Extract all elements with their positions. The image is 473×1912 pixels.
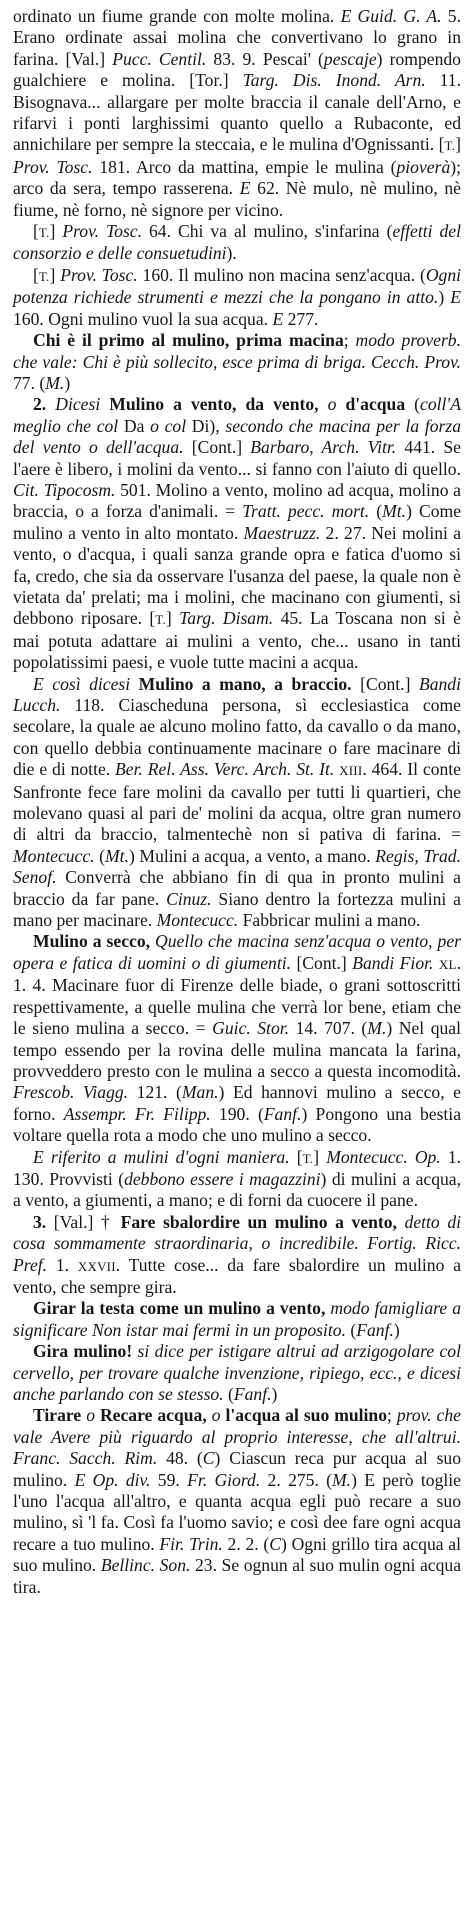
entry-paragraph: 3. [Val.] † Fare sbalordire un mulino a vento, detto di cosa sommamente straordinaria, o incredibile. Fortig. Ricc. Pref. 1. XXVII. Tutte cose... da fare sbalordire un mulino a vento, che sempre gira. [13,1211,462,1297]
entry-paragraph: 2. Dicesi Mulino a vento, da vento, o d'acqua (coll'A meglio che col Da o col Di), secondo che macina per la forza del vento o dell'acqua. [Cont.] Barbaro, Arch. Vitr. 441. Se l'aere è libero, i molini da vento... si fanno con l'aiuto di quello. Cit. Tipocosm. 501. Molino a vento, molino ad acqua, molino a braccia, o a forza d'animali. = Tratt. pecc. mort. (Mt.) Come mulino a vento in alto montato. Maestruzz. 2. 27. Nei molini a vento, o d'acqua, i quali sanza grande opra e fatica d'uomo si fa, credo, che sia da osservare l'usanza del paese, la quale non è vietata da' prelati; ma i molini, che macinano con giumenti, si debbono riposare. [T.] Targ. Disam. 45. La Toscana non si è mai potuta adattare ai mulini a vento, che... usano in tanti popolatissimi paesi, e vuole tutte macini a acqua. [13,394,462,673]
entry-paragraph: Gira mulino! si dice per istigare altrui ad arzigogolare col cervello, per trovare qualche invenzione, ripiego, ecc., e dicesi anche parlando con se stesso. (Fanf.) [13,1341,461,1404]
entry-paragraph: E riferito a mulini d'ogni maniera. [T.] Montecucc. Op. 1. 130. Provvisti (debbono essere i magazzini) di mulini a acqua, a vento, a giumenti, a mano; e di forni da cuocere il pane. [13,1146,462,1211]
entry-paragraph: Tirare o Recare acqua, o l'acqua al suo mulino; prov. che vale Avere più riguardo al proprio interesse, che all'altrui. Franc. Sacch. Rim. 48. (C) Ciascun reca pur acqua al suo mulino. E Op. div. 59. Fr. Giord. 2. 275. (M.) E però toglie l'uno l'acqua all'altro, e quanta acqua egli può recare a suo mulino, sì 'l fa. Così fa l'uomo savio; e così dee fare ogni acqua recare a tuo mulino. Fir. Trin. 2. 2. (C) Ogni grillo tira acqua al suo mulino. Bellinc. Son. 23. Se ognun al suo mulin ogni acqua tira. [13,1405,462,1597]
entry-paragraph: [T.] Prov. Tosc. 64. Chi va al mulino, s'infarina (effetti del consorzio e delle consuetudini). [13,221,462,264]
entry-paragraph: Chi è il primo al mulino, prima macina; modo proverb. che vale: Chi è più sollecito, esce prima di briga. Cecch. Prov. 77. (M.) [13,330,461,393]
entry-paragraph: Girar la testa come un mulino a vento, modo famigliare a significare Non istar mai fermi in un proposito. (Fanf.) [13,1298,461,1340]
entry-paragraph: E così dicesi Mulino a mano, a braccio. [Cont.] Bandi Lucch. 118. Ciascheduna persona, sì ecclesiastica come secolare, la quale ae alcuno molino fatto, da cavallo o da mano, con quello debbia continuamente macinare o fare macinare di die e di notte. Ber. Rel. Ass. Verc. Arch. St. It. XIII. 464. Il conte Sanfronte fece fare molini da cavallo per tutti li quartieri, che molevano quasi al pari de' molini da acqua, oltre gran numero di altri da braccio, talmentechè non si pativa di farina. = Montecucc. (Mt.) Mulini a acqua, a vento, a mano. Regis, Trad. Senof. Converrà che abbiano fin di qua in pronto mulini a braccio da far pane. Cinuz. Siano dentro la fortezza mulini a mano per macinare. Montecucc. Fabbricar mulini a mano. [13,673,461,931]
entry-paragraph: [T.] Prov. Tosc. 160. Il mulino non macina senz'acqua. (Ogni potenza richiede strumenti e mezzi che la pongano in atto.) E 160. Ogni mulino vuol la sua acqua. E 277. [13,264,462,329]
entry-paragraph: Mulino a secco, Quello che macina senz'acqua o vento, per opera e fatica di uomini o di giumenti. [Cont.] Bandi Fior. XL. 1. 4. Macinare fuor di Firenze delle biade, o grani sottoscritti respettivamente, a quelle mulina che verrà lor bene, etiam che le sieno mulina a secco. = Guic. Stor. 14. 707. (M.) Nel qual tempo essendo per la rovina delle mulina mancata la farina, provveddero presto con le mulina a secco a questa incomodità. Frescob. Viagg. 121. (Man.) Ed hannovi mulino a secco, e forno. Assempr. Fr. Filipp. 190. (Fanf.) Pongono una bestia voltare quella rota a modo che uno mulino a secco. [13,931,462,1146]
entry-paragraph: ordinato un fiume grande con molte molina. E Guid. G. A. 5. Erano ordinate assai molina che convertivano lo grano in farina. [Val.] Pucc. Centil. 83. 9. Pescai' (pescaje) rompendo gualchiere e molina. [Tor.] Targ. Dis. Inond. Arn. 11. Bisognava... allargare per molte braccia il canale dell'Arno, e rifarvi i ponti larghissimi quanto quello a Rubaconte, ed annichilare per sempre la steccaia, e le mulina d'Ognissanti. [T.] Prov. Tosc. 181. Arco da mattina, empie le mulina (pioverà); arco da sera, tempo rasserena. E 62. Nè mulo, nè mulino, nè fiume, nè forno, nè signore per vicino. [13,6,461,220]
